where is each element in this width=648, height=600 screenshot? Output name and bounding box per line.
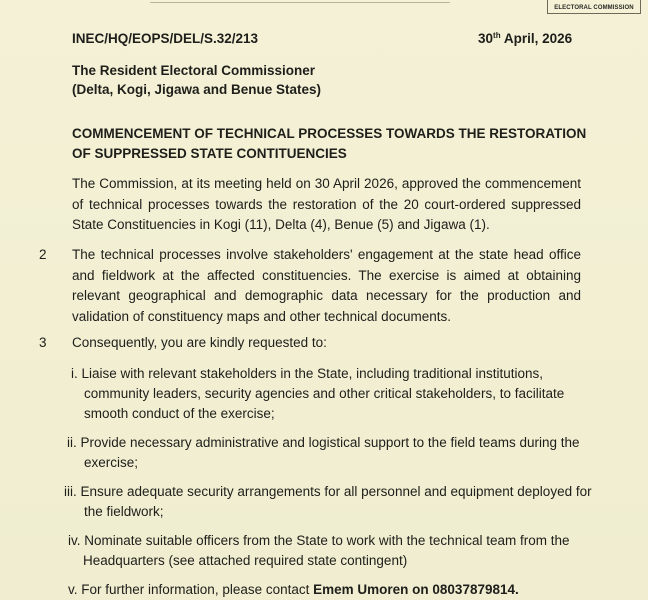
paragraph-2: The technical processes involve stakeholders' engagement at the state head office and fieldwork at the affected constituencies. The exercise is aimed at obtaining relevant geographical and demographic data necessary for the production and validation of constituency maps and other technical documents. — [72, 247, 581, 324]
request-numeral: i. — [71, 366, 78, 381]
request-text-prefix: For further information, please contact — [81, 582, 314, 597]
request-text: Ensure adequate security arrangements for all personnel and equipment deployed for the fieldwork; — [80, 484, 592, 519]
request-numeral: v. — [68, 582, 78, 597]
letterhead-logo-text: ELECTORAL COMMISSION — [554, 5, 634, 11]
paragraph-2-number: 2 — [39, 247, 47, 262]
request-text: Nominate suitable officers from the State to work with the technical team from the Headquarters (see attached required state contingent) — [83, 533, 570, 568]
request-numeral: ii. — [67, 435, 77, 450]
request-text: Provide necessary administrative and logistical support to the field teams during the exercise; — [80, 435, 580, 470]
request-numeral: iv. — [68, 533, 81, 548]
request-item-2 — [67, 433, 598, 473]
contact-person: Emem Umoren on 08037879814. — [313, 582, 519, 597]
date-rest: April, 2026 — [500, 31, 573, 46]
letterhead-logo-box — [547, 0, 641, 14]
request-item-3 — [64, 482, 601, 522]
request-item-5 — [68, 580, 595, 600]
request-item-4 — [68, 531, 596, 571]
addressee-block — [72, 61, 321, 99]
paragraph-3: Consequently, you are kindly requested to: — [72, 335, 327, 350]
addressee-title: The Resident Electoral Commissioner — [72, 63, 316, 78]
paragraph-1: The Commission, at its meeting held on 30 April 2026, approved the commencement of technical processes towards the restoration of the 20 court-ordered suppressed State Constituencies in Kogi (11), Delta (4), Benue (5) and Jigawa (1). — [72, 176, 581, 232]
letter-subject: COMMENCEMENT OF TECHNICAL PROCESSES TOWARDS THE RESTORATION OF SUPPRESSED STATE CONTITUENCIES — [72, 126, 587, 161]
date-day: 30 — [478, 31, 494, 46]
date-suffix: th — [493, 31, 501, 40]
letter-date — [478, 31, 572, 46]
addressee-states: (Delta, Kogi, Jigawa and Benue States) — [72, 82, 322, 97]
request-numeral: iii. — [64, 484, 77, 499]
request-text: Liaise with relevant stakeholders in the State, including traditional institutions, community leaders, security agencies and other critical stakeholders, to facilitate smooth conduct of the exercise; — [81, 366, 565, 421]
reference-number: INEC/HQ/EOPS/DEL/S.32/213 — [72, 31, 259, 46]
request-item-1 — [71, 364, 594, 424]
paragraph-3-number: 3 — [39, 335, 47, 350]
letterhead-rule — [150, 2, 450, 3]
